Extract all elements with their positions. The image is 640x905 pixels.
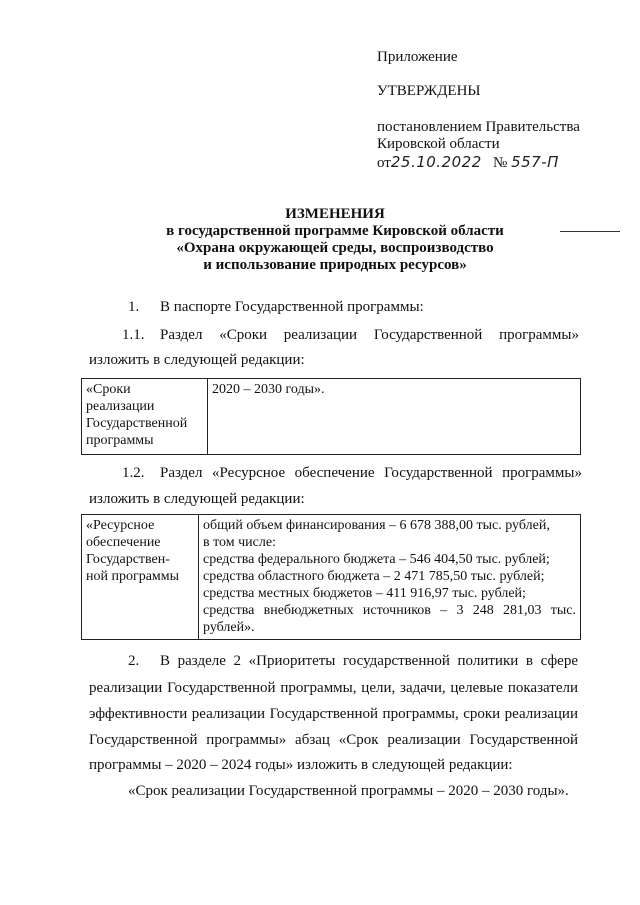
table-terms-label-line: программы xyxy=(86,433,154,448)
decree-date-line xyxy=(377,153,559,172)
table-resources-label-line: «Ресурсное xyxy=(86,518,155,533)
table-resources-label-line: ной программы xyxy=(86,569,180,584)
approved-label: УТВЕРЖДЕНЫ xyxy=(377,83,481,99)
table-resources-value-cell xyxy=(199,515,581,640)
doc-title-line-2: «Охрана окружающей среды, воспроизводство xyxy=(176,240,494,256)
table-terms xyxy=(81,378,581,455)
doc-title: ИЗМЕНЕНИЯ xyxy=(285,206,385,222)
table-resources-label-cell xyxy=(82,515,199,640)
table-terms-label-line: реализации xyxy=(86,399,155,414)
item-2-line-5: программы – 2020 – 2024 годы» изложить в следующей редакции: xyxy=(89,757,513,773)
item-2-line-4: Государственной программы» абзац «Срок реализации Государственной xyxy=(89,732,578,748)
number-value: 557-П xyxy=(511,153,559,171)
table-resources-label-line: обеспечение xyxy=(86,535,161,550)
item-2-quote: «Срок реализации Государственной программы – 2020 – 2030 годы». xyxy=(128,783,569,799)
funding-federal: средства федерального бюджета – 546 404,50 тыс. рублей; xyxy=(203,552,550,567)
item-1-1-text: Раздел «Сроки реализации Государственной программы» xyxy=(160,327,579,343)
decree-line-2: Кировской области xyxy=(377,136,500,152)
funding-including: в том числе: xyxy=(203,535,276,550)
funding-extrabudget: средства внебюджетных источников – 3 248 281,03 тыс. xyxy=(203,603,576,618)
table-terms-value-cell xyxy=(208,379,581,455)
funding-regional: средства областного бюджета – 2 471 785,50 тыс. рублей; xyxy=(203,569,545,584)
date-value: 25.10.2022 xyxy=(390,153,482,171)
doc-title-line-1: в государственной программе Кировской области xyxy=(166,223,504,239)
table-resources xyxy=(81,514,581,640)
item-1-text: В паспорте Государственной программы: xyxy=(160,299,424,315)
item-1-number: 1. xyxy=(128,299,140,315)
appendix-label: Приложение xyxy=(377,49,458,65)
item-2-line-1: В разделе 2 «Приоритеты государственной политики в сфере xyxy=(160,653,578,669)
table-terms-label-cell xyxy=(82,379,208,455)
table-resources-label-line: Государствен- xyxy=(86,552,170,567)
doc-title-line-3: и использование природных ресурсов» xyxy=(203,257,467,273)
item-2-line-3: эффективности реализации Государственной программы, сроки реализации xyxy=(89,706,578,722)
item-1-2-number: 1.2. xyxy=(122,465,145,481)
funding-total: общий объем финансирования – 6 678 388,00 тыс. рублей, xyxy=(203,518,550,533)
table-terms-label-line: «Сроки xyxy=(86,382,131,397)
item-1-1-number: 1.1. xyxy=(122,327,145,343)
funding-extrabudget-cont: рублей». xyxy=(203,620,255,635)
item-1-2-text-cont: изложить в следующей редакции: xyxy=(89,491,305,507)
date-prefix: от xyxy=(377,155,391,171)
number-prefix: № xyxy=(493,155,508,171)
table-terms-value: 2020 – 2030 годы». xyxy=(212,382,325,397)
item-2-number: 2. xyxy=(128,653,140,669)
item-1-1-text-cont: изложить в следующей редакции: xyxy=(89,352,305,368)
decree-line-1: постановлением Правительства xyxy=(377,119,580,135)
item-2-line-2: реализации Государственной программы, цели, задачи, целевые показатели xyxy=(89,680,578,696)
table-terms-label-line: Государственной xyxy=(86,416,188,431)
funding-local: средства местных бюджетов – 411 916,97 тыс. рублей; xyxy=(203,586,526,601)
item-1-2-text: Раздел «Ресурсное обеспечение Государственной программы» xyxy=(160,465,582,481)
